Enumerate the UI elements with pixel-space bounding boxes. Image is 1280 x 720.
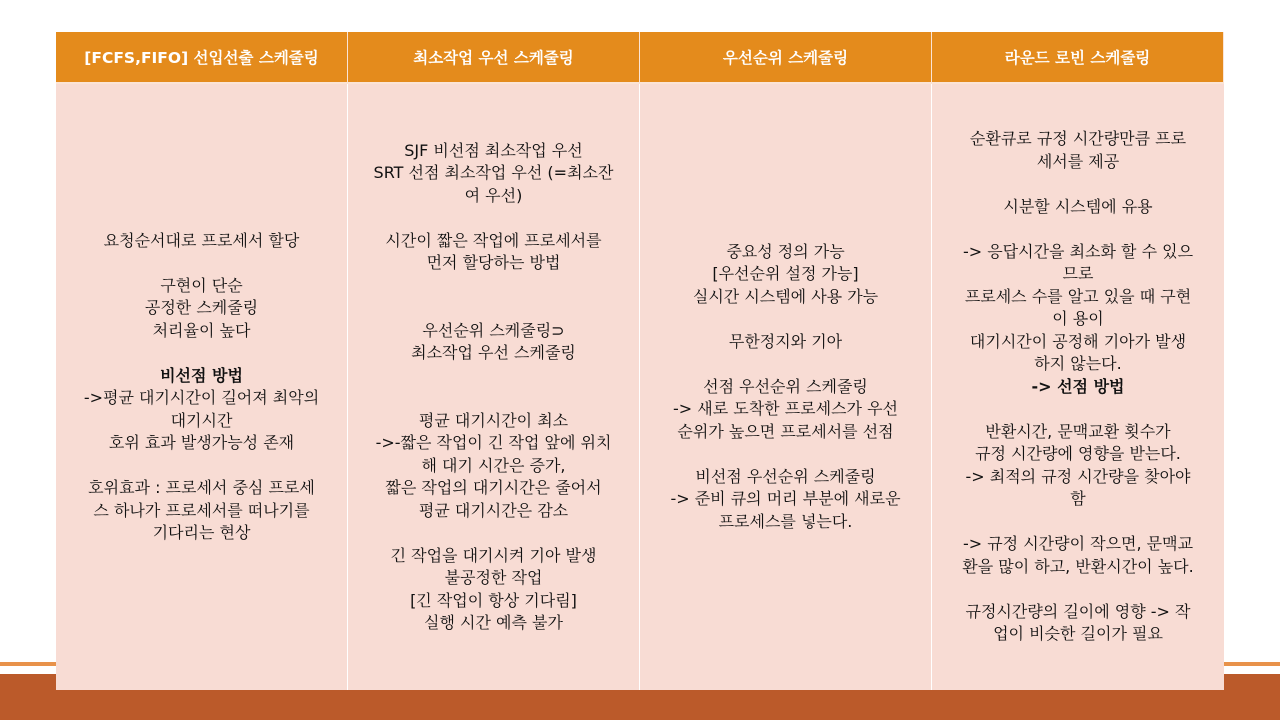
cell-text-line: 대기시간이 공정해 기아가 발생 (969, 331, 1187, 351)
header-fcfs: [FCFS,FIFO] 선입선출 스케줄링 (56, 32, 348, 84)
cell-text-line: 프로세스 수를 알고 있을 때 구현 (964, 286, 1192, 306)
spacer (358, 522, 629, 545)
cell-text-line: -> 준비 큐의 머리 부분에 새로운 (670, 489, 901, 509)
spacer (358, 297, 629, 320)
cell-text-line: 호위효과 : 프로세서 중심 프로세 (88, 478, 315, 497)
cell-sjf (348, 84, 640, 690)
cell-text-line: -> 규정 시간량이 작으면, 문맥교 (962, 534, 1194, 554)
cell-text-line: 대기시간 (170, 410, 233, 430)
cell-text-line: 평균 대기시간이 최소 (418, 410, 569, 430)
cell-text-line: 비선점 방법 (160, 365, 243, 385)
cell-text-line: 비선점 우선순위 스케줄링 (695, 466, 876, 486)
header-round-robin: 라운드 로빈 스케줄링 (932, 32, 1224, 84)
cell-text-line: 시분할 시스템에 유용 (1003, 196, 1153, 216)
spacer (942, 578, 1214, 601)
header-sjf: 최소작업 우선 스케줄링 (348, 32, 640, 84)
cell-text-line: 여 우선) (464, 185, 523, 205)
cell-text-line: 불공정한 작업 (444, 568, 543, 587)
cell-text-line: 구현이 단순 (160, 275, 243, 295)
cell-text-line: 최소작업 우선 스케줄링 (411, 343, 576, 362)
cell-text-line: 우선순위 스케줄링⊃ (422, 320, 565, 340)
cell-text-line: 요청순서대로 프로세서 할당 (103, 230, 300, 250)
cell-text-line: 세서를 제공 (1036, 151, 1120, 171)
cell-text-line: SRT 선점 최소작업 우선 (=최소잔 (373, 163, 614, 182)
cell-text-line: ->평균 대기시간이 길어져 최악의 (83, 388, 320, 407)
scheduling-comparison-table (56, 32, 1224, 690)
cell-text-line: [우선순위 설정 가능] (712, 264, 859, 284)
cell-text-line: -> 응답시간을 최소화 할 수 있으 (962, 241, 1194, 261)
spacer (358, 207, 629, 230)
cell-text-line: 실행 시간 예측 불가 (424, 613, 563, 632)
cell-text-line: 스 하나가 프로세서를 떠나기를 (93, 500, 310, 520)
spacer (358, 387, 629, 410)
cell-text-line: ->-짧은 작업이 긴 작업 앞에 위치 (375, 433, 612, 452)
cell-text-line: 순환큐로 규정 시간량만큼 프로 (969, 129, 1187, 149)
cell-text-line: 업이 비슷한 길이가 필요 (993, 624, 1163, 644)
cell-text-line: 먼저 할당하는 방법 (426, 253, 561, 272)
cell-text-line: 짧은 작업의 대기시간은 줄어서 (385, 478, 602, 497)
cell-text-line: 환을 많이 하고, 반환시간이 높다. (962, 556, 1194, 576)
cell-text-line: 함 (1070, 489, 1086, 509)
cell-text-line: 실시간 시스템에 사용 가능 (692, 286, 879, 306)
cell-text-line: 긴 작업을 대기시켜 기아 발생 (390, 545, 597, 565)
cell-text-line: 시간이 짧은 작업에 프로세서를 (385, 230, 602, 250)
cell-fcfs (56, 84, 348, 690)
cell-text-line: 이 용이 (1052, 309, 1104, 329)
cell-text-line: 프로세스를 넣는다. (718, 511, 853, 531)
cell-text-line: 해 대기 시간은 증가, (421, 455, 566, 475)
cell-text-line: 순위가 높으면 프로세서를 선점 (677, 421, 894, 441)
spacer (66, 252, 337, 275)
cell-text-line: 반환시간, 문맥교환 횟수가 (985, 421, 1171, 441)
spacer (942, 218, 1214, 241)
spacer (942, 398, 1214, 421)
spacer (66, 342, 337, 365)
header-priority: 우선순위 스케줄링 (640, 32, 932, 84)
cell-text-line: 호위 효과 발생가능성 존재 (108, 433, 295, 452)
spacer (650, 353, 921, 376)
spacer (650, 443, 921, 466)
cell-text-line: 규정시간량의 길이에 영향 -> 작 (965, 601, 1191, 621)
spacer (942, 173, 1214, 196)
cell-text-line: 선점 우선순위 스케줄링 (703, 376, 868, 396)
cell-text-line: 중요성 정의 가능 (726, 241, 845, 261)
cell-text-line: 평균 대기시간은 감소 (418, 500, 569, 520)
cell-text-line: -> 최적의 규정 시간량을 찾아야 (965, 466, 1191, 486)
cell-text-line: 기다리는 현상 (152, 523, 251, 542)
spacer (358, 365, 629, 388)
spacer (66, 455, 337, 478)
cell-text-line: 처리율이 높다 (152, 320, 251, 340)
cell-text-line: 공정한 스케줄링 (144, 298, 259, 317)
cell-text-line: 므로 (1062, 264, 1094, 284)
cell-round-robin (932, 84, 1224, 690)
cell-text-line: -> 선점 방법 (1031, 376, 1125, 396)
cell-text-line: 규정 시간량에 영향을 받는다. (975, 444, 1181, 464)
cell-text-line: 무한정지와 기아 (728, 331, 843, 351)
cell-priority (640, 84, 932, 690)
cell-text-line: 하지 않는다. (1034, 354, 1122, 374)
spacer (358, 275, 629, 298)
cell-text-line: [긴 작업이 항상 기다림] (410, 590, 577, 610)
spacer (942, 511, 1214, 534)
spacer (650, 308, 921, 331)
cell-text-line: -> 새로 도착한 프로세스가 우선 (673, 399, 898, 419)
cell-text-line: SJF 비선점 최소작업 우선 (404, 140, 583, 160)
